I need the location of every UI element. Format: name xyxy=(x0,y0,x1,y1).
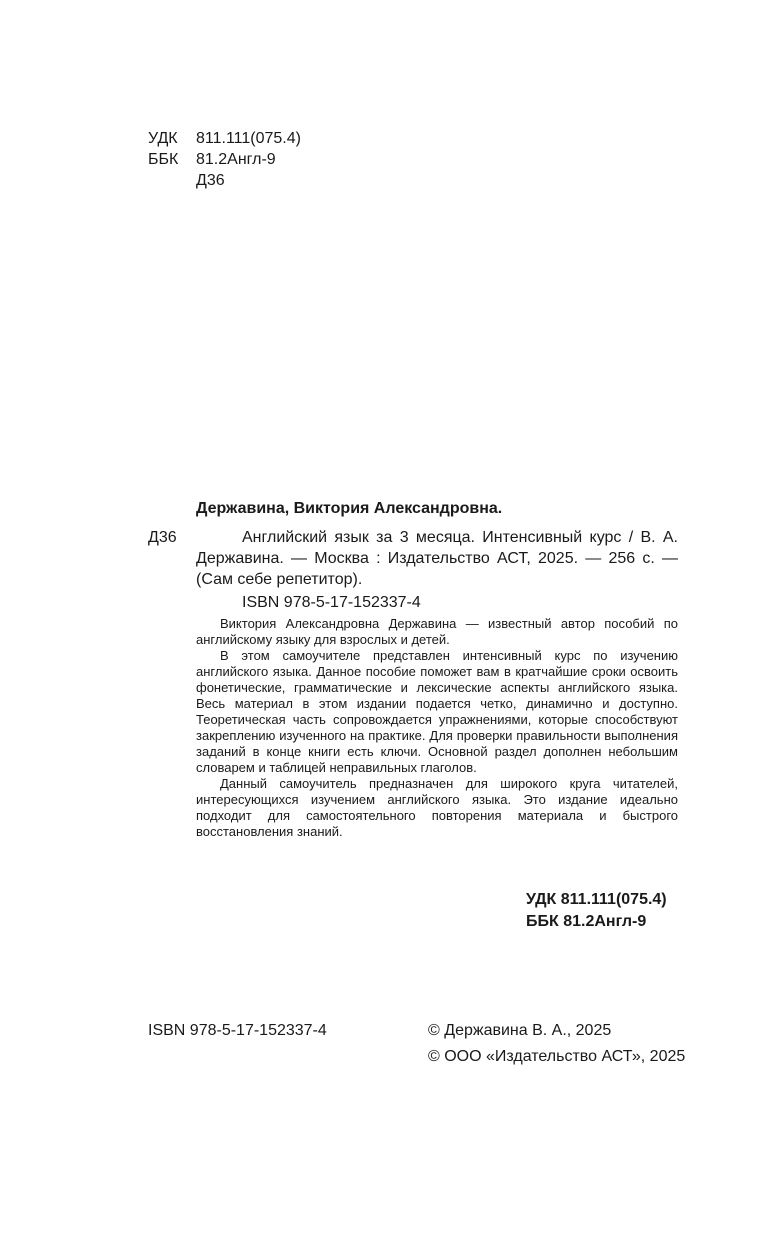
bottom-udk: УДК 811.111(075.4) xyxy=(526,891,667,908)
entry-mark: Д36 xyxy=(148,529,177,546)
copyright-author: © Державина В. А., 2025 xyxy=(428,1022,612,1039)
udk-value: 811.111(075.4) xyxy=(196,130,301,147)
top-classification xyxy=(148,128,301,191)
annotation xyxy=(196,616,678,840)
bbk-label: ББК xyxy=(148,151,179,168)
footer-isbn: ISBN 978-5-17-152337-4 xyxy=(148,1022,327,1039)
author-mark: Д36 xyxy=(196,172,225,189)
bbk-value: 81.2Англ-9 xyxy=(196,151,276,168)
author-heading: Державина, Виктория Александровна. xyxy=(196,500,503,517)
copyright-publisher: © ООО «Издательство АСТ», 2025 xyxy=(428,1048,686,1065)
annotation-paragraph-1: Виктория Александровна Державина — известный автор пособий по английскому языку для взрослых и детей. xyxy=(196,616,678,647)
udk-label: УДК xyxy=(148,130,178,147)
annotation-paragraph-3: Данный самоучитель предназначен для широкого круга читателей, интересующихся изучением английского языка. Это издание идеально подходит для самостоятельного повторения материала и быстрого восстановления знаний. xyxy=(196,776,678,839)
bottom-bbk: ББК 81.2Англ-9 xyxy=(526,913,647,930)
bottom-classification xyxy=(526,889,667,933)
annotation-paragraph-2: В этом самоучителе представлен интенсивный курс по изучению английского языка. Данное пособие поможет вам в кратчайшие сроки освоить фонетические, грамматические и лексические аспекты английского языка. Весь материал в этом издании подается четко, динамично и доступно. Теоретическая часть сопровождается упражнениями, которые способствуют закреплению изученного на практике. Для проверки правильности выполнения заданий в конце книги есть ключи. Основной раздел дополнен небольшим словарем и таблицей неправильных глаголов. xyxy=(196,648,678,775)
entry-isbn: ISBN 978-5-17-152337-4 xyxy=(242,594,421,611)
bibliographic-description: Английский язык за 3 месяца. Интенсивный курс / В. А. Державина. — Москва : Издательство АСТ, 2025. — 256 с. — (Сам себе репетитор). xyxy=(196,529,678,588)
